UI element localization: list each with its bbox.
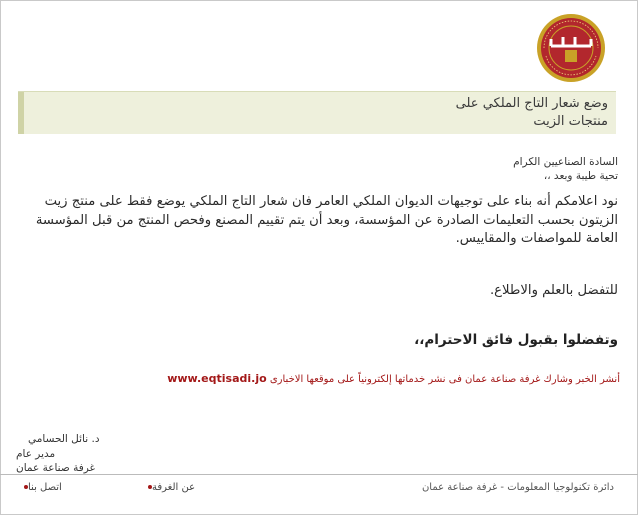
signatory-name: د. نائل الحسامي: [28, 433, 100, 445]
greeting: تحية طيبة وبعد ،،: [543, 170, 618, 182]
about-chamber-label: عن الغرفة: [152, 482, 196, 493]
signatory-role: مدير عام: [16, 448, 56, 460]
chamber-logo: [534, 8, 608, 88]
closing-line: وتفضلوا بقبول فائق الاحترام،،: [414, 332, 618, 348]
share-line: [140, 372, 620, 385]
contact-us-label: اتصل بنا: [28, 482, 62, 493]
share-text: أنشر الخبر وشارك غرفة صناعة عمان فى نشر خدماتها إلكترونياً على موقعها الاخبارى: [269, 374, 620, 385]
footer-department: دائرة تكنولوجيا المعلومات - غرفة صناعة عمان: [421, 482, 614, 493]
signatory-org: غرفة صناعة عمان: [16, 462, 96, 474]
salutation: السادة الصناعيين الكرام: [513, 156, 618, 168]
banner-accent: [18, 92, 24, 134]
footer-divider: [0, 474, 638, 475]
subject-title-line1: وضع شعار التاج الملكي على: [455, 96, 608, 111]
contact-us-link[interactable]: [20, 482, 62, 493]
letter-body: نود اعلامكم أنه بناء على توجيهات الديوان الملكي العامر فان شعار التاج الملكي يوضع فقط على منتج زيت الزيتون بحسب التعليمات الصادرة عن المؤسسة، وبعد أن يتم تقييم المصنع وفحص المنتج من قبل المؤسسة العامة للمواصفات والمقاييس.: [35, 194, 618, 246]
subject-banner: [18, 91, 616, 134]
about-chamber-link[interactable]: [144, 482, 195, 493]
notice-line: للتفضل بالعلم والاطلاع.: [489, 283, 618, 298]
news-site-link[interactable]: www.eqtisadi.jo: [167, 372, 267, 385]
subject-title-line2: منتجات الزيت: [533, 114, 608, 129]
